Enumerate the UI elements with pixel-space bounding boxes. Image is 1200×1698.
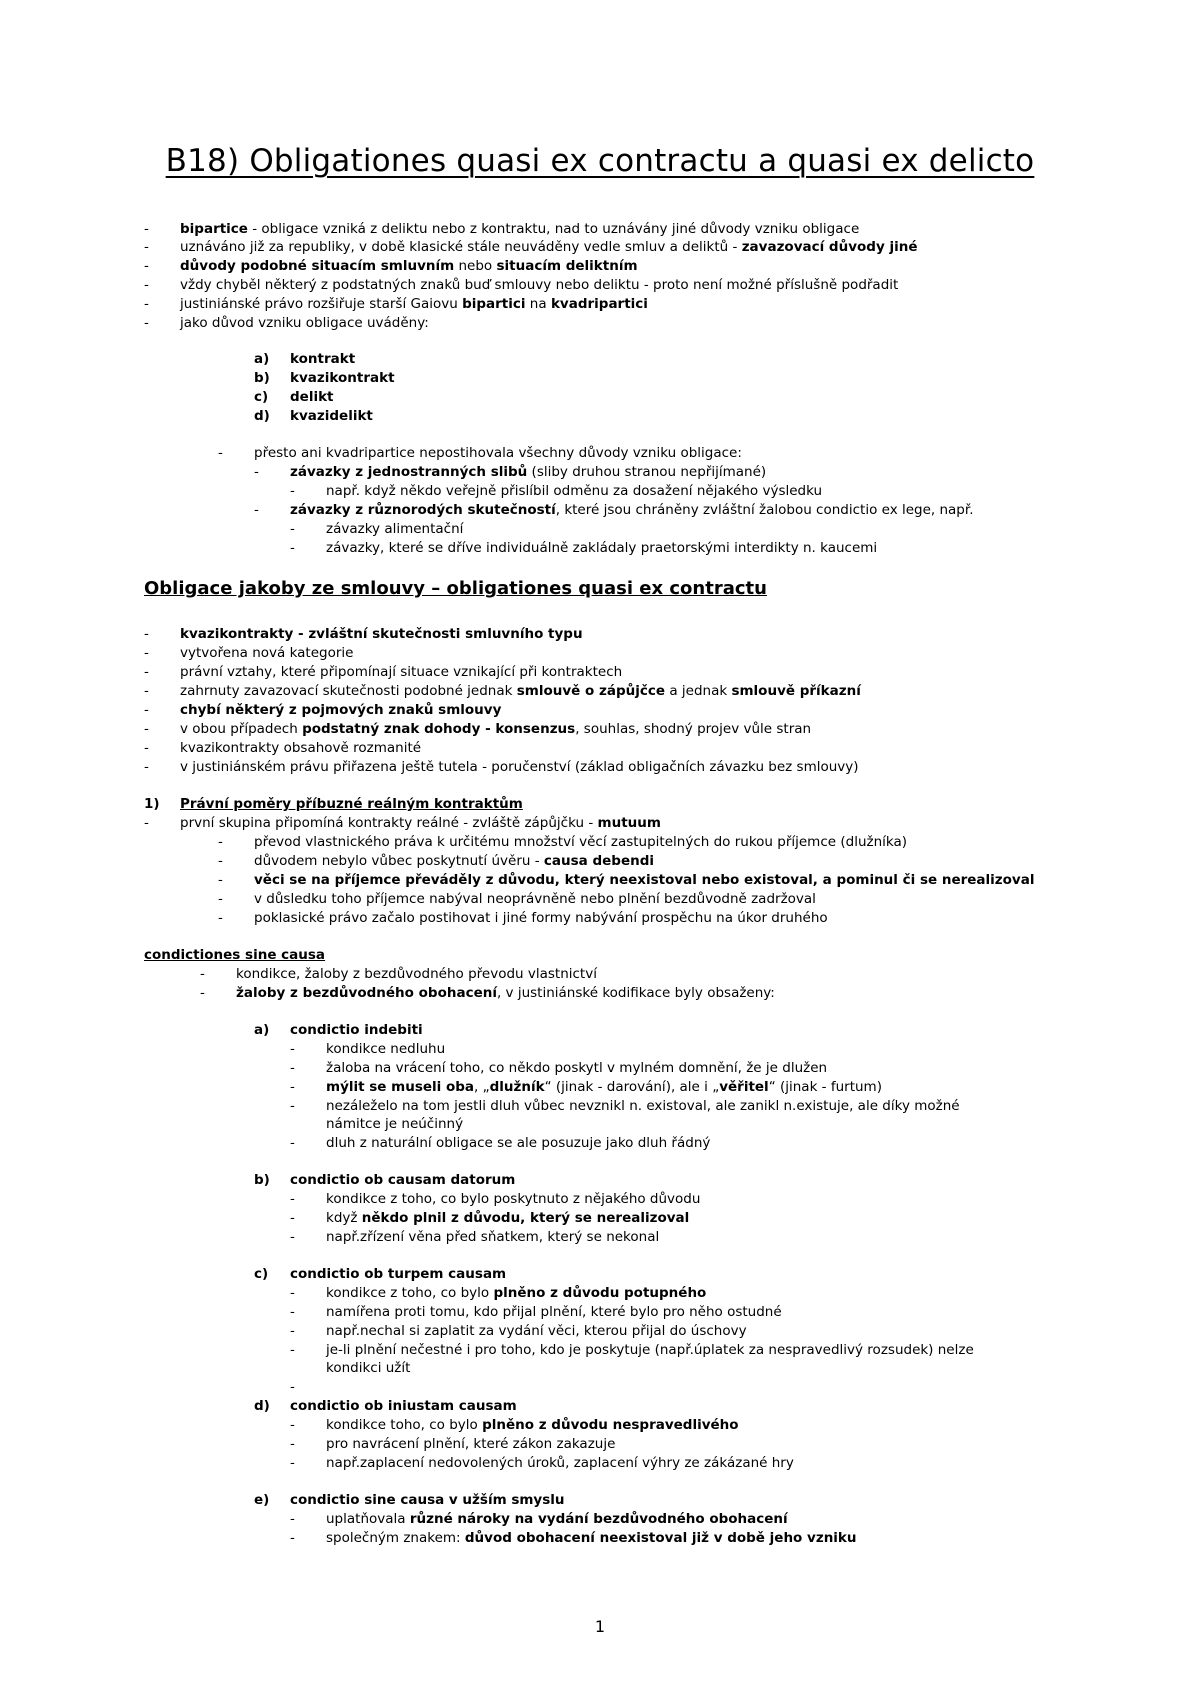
- text-segment: justiniánské právo rozšiřuje starší Gaiovu: [180, 296, 463, 312]
- line-text: [290, 463, 766, 481]
- line-text: [254, 833, 907, 851]
- line-text: [180, 739, 421, 757]
- bullet-dash: -: [290, 1191, 295, 1207]
- line-text: [326, 1078, 882, 1096]
- bullet-dash: -: [144, 296, 149, 312]
- line-text: [180, 644, 353, 662]
- line-text: [254, 871, 1034, 889]
- bullet-dash: -: [144, 664, 149, 680]
- line-text: [326, 1097, 960, 1115]
- text-segment: kondikce, žaloby z bezdůvodného převodu vlastnictví: [236, 966, 597, 982]
- bullet-dash: -: [290, 1079, 295, 1095]
- bold-text: situacím deliktním: [496, 258, 638, 274]
- text-segment: nebo: [454, 258, 497, 274]
- text-segment: kondikci užít: [326, 1360, 411, 1376]
- line-text: [326, 1529, 857, 1547]
- line-text: [326, 1435, 615, 1453]
- text-segment: např.zřízení věna před sňatkem, který se nekonal: [326, 1229, 660, 1245]
- line-text: [144, 946, 325, 964]
- list-number: a): [254, 1022, 270, 1038]
- bullet-dash: -: [290, 483, 295, 499]
- bullet-dash: -: [290, 1135, 295, 1151]
- line-text: [326, 1303, 782, 1321]
- bold-text: podstatný znak dohody - konsenzus: [302, 721, 576, 737]
- bullet-dash: -: [290, 521, 295, 537]
- line-text: [326, 1416, 739, 1434]
- section-heading: Obligace jakoby ze smlouvy – obligationes quasi ex contractu: [144, 578, 767, 599]
- line-text: [290, 1021, 423, 1039]
- bullet-dash: -: [144, 239, 149, 255]
- bullet-dash: -: [218, 891, 223, 907]
- text-segment: v důsledku toho příjemce nabýval neoprávněně nebo plnění bezdůvodně zadržoval: [254, 891, 816, 907]
- line-text: [326, 1510, 788, 1528]
- text-segment: kondikce z toho, co bylo: [326, 1285, 494, 1301]
- line-text: [180, 682, 861, 700]
- line-text: [290, 1397, 517, 1415]
- line-text: [254, 852, 654, 870]
- text-segment: nezáleželo na tom jestli dluh vůbec nevznikl n. existoval, ale zanikl n.existuje, ale díky možné: [326, 1098, 960, 1114]
- line-text: [326, 1359, 410, 1377]
- text-segment: vždy chyběl některý z podstatných znaků buď smlouvy nebo deliktu - proto není možné příslušně podřadit: [180, 277, 899, 293]
- line-text: [290, 1171, 515, 1189]
- bullet-dash: -: [290, 540, 295, 556]
- list-number: b): [254, 370, 270, 386]
- text-segment: kvazikontrakty obsahově rozmanité: [180, 740, 422, 756]
- bold-text: kvazidelikt: [290, 408, 373, 424]
- text-segment: vytvořena nová kategorie: [180, 645, 354, 661]
- bold-text: smlouvě o zápůjčce: [516, 683, 666, 699]
- bold-text: condictio indebiti: [290, 1022, 423, 1038]
- text-segment: jako důvod vzniku obligace uváděny:: [180, 315, 429, 331]
- line-text: [290, 407, 373, 425]
- bullet-dash: -: [144, 683, 149, 699]
- text-segment: - obligace vzniká z deliktu nebo z kontraktu, nad to uznávány jiné důvody vzniku obligace: [247, 221, 860, 237]
- bold-text: condictio ob turpem causam: [290, 1266, 507, 1282]
- text-segment: dluh z naturální obligace se ale posuzuje jako dluh řádný: [326, 1135, 711, 1151]
- list-number: 1): [144, 796, 160, 812]
- text-segment: “ (jinak - darování), ale i „: [544, 1079, 720, 1095]
- line-text: [326, 520, 463, 538]
- text-segment: je-li plnění nečestné i pro toho, kdo je poskytuje (např.úplatek za nespravedlivý rozsudek) nelze: [326, 1342, 974, 1358]
- bold-text: mýlit se museli oba: [326, 1079, 475, 1095]
- text-segment: poklasické právo začalo postihovat i jiné formy nabývání prospěchu na úkor druhého: [254, 910, 828, 926]
- line-text: [326, 482, 822, 500]
- line-text: [254, 890, 816, 908]
- text-segment: např. když někdo veřejně přislíbil odměnu za dosažení nějakého výsledku: [326, 483, 823, 499]
- line-text: [180, 758, 859, 776]
- bullet-dash: -: [290, 1098, 295, 1114]
- text-segment: , v justiniánské kodifikace byly obsaženy:: [496, 985, 775, 1001]
- text-segment: uznáváno již za republiky, v době klasické stále neuváděny vedle smluv a deliktů -: [180, 239, 742, 255]
- text-segment: právní vztahy, které připomínají situace vznikající při kontraktech: [180, 664, 623, 680]
- text-segment: v justiniánském právu přiřazena ještě tutela - poručenství (základ obligačních závazku bez smlouvy): [180, 759, 859, 775]
- bold-text: mutuum: [597, 815, 661, 831]
- bullet-dash: -: [290, 1210, 295, 1226]
- bold-text: závazky z jednostranných slibů: [290, 464, 528, 480]
- bullet-dash: -: [144, 258, 149, 274]
- line-text: [290, 1491, 565, 1509]
- bullet-dash: -: [290, 1417, 295, 1433]
- bullet-dash: -: [290, 1342, 295, 1358]
- bold-text: zavazovací důvody jiné: [741, 239, 918, 255]
- line-text: [326, 1134, 710, 1152]
- line-text: [180, 257, 638, 275]
- line-text: [326, 1341, 974, 1359]
- list-number: d): [254, 1398, 270, 1414]
- bold-text: různé nároky na vydání bezdůvodného obohacení: [409, 1511, 788, 1527]
- line-text: [180, 663, 622, 681]
- text-segment: uplatňovala: [326, 1511, 410, 1527]
- text-segment: kondikce z toho, co bylo poskytnuto z nějakého důvodu: [326, 1191, 701, 1207]
- bold-text: condictio sine causa v užším smyslu: [290, 1492, 565, 1508]
- list-number: d): [254, 408, 270, 424]
- text-segment: namířena proti tomu, kdo přijal plnění, které bylo pro něho ostudné: [326, 1304, 782, 1320]
- bold-text: condictiones sine causa: [144, 947, 326, 963]
- line-text: [180, 295, 648, 313]
- text-segment: např.zaplacení nedovolených úroků, zaplacení výhry ze zákázané hry: [326, 1455, 794, 1471]
- text-segment: kondikce nedluhu: [326, 1041, 446, 1057]
- bullet-dash: -: [144, 702, 149, 718]
- bold-text: kontrakt: [290, 351, 356, 367]
- bold-text: věřitel: [719, 1079, 769, 1095]
- bullet-dash: -: [290, 1455, 295, 1471]
- bold-text: causa debendi: [543, 853, 654, 869]
- bullet-dash: -: [290, 1304, 295, 1320]
- document-title: B18) Obligationes quasi ex contractu a quasi ex delicto: [165, 143, 1035, 179]
- bold-text: bipartice: [180, 221, 248, 237]
- text-segment: závazky, které se dříve individuálně zakládaly praetorskými interdikty n. kaucemi: [326, 540, 878, 556]
- line-text: [290, 369, 395, 387]
- bold-text: kvadripartici: [550, 296, 648, 312]
- bullet-dash: -: [144, 277, 149, 293]
- bullet-dash: -: [290, 1379, 295, 1395]
- text-segment: na: [525, 296, 551, 312]
- list-number: a): [254, 351, 270, 367]
- text-segment: když: [326, 1210, 362, 1226]
- bold-text: důvod obohacení neexistoval již v době jeho vzniku: [464, 1530, 857, 1546]
- bullet-dash: -: [290, 1511, 295, 1527]
- bullet-dash: -: [290, 1530, 295, 1546]
- line-text: [326, 1454, 794, 1472]
- bullet-dash: -: [254, 502, 259, 518]
- bullet-dash: -: [218, 872, 223, 888]
- bold-text: plněno z důvodu nespravedlivého: [482, 1417, 739, 1433]
- line-text: [290, 501, 973, 519]
- bullet-dash: -: [144, 721, 149, 737]
- bold-text: condictio ob iniustam causam: [290, 1398, 517, 1414]
- line-text: [180, 238, 917, 256]
- line-text: [254, 444, 742, 462]
- bullet-dash: -: [144, 645, 149, 661]
- line-text: [180, 795, 523, 813]
- text-segment: , „: [474, 1079, 490, 1095]
- bullet-dash: -: [218, 834, 223, 850]
- bold-text: někdo plnil z důvodu, který se nerealizoval: [361, 1210, 690, 1226]
- text-segment: a jednak: [665, 683, 732, 699]
- bullet-dash: -: [144, 740, 149, 756]
- line-text: [326, 1209, 689, 1227]
- bullet-dash: -: [218, 445, 223, 461]
- bullet-dash: -: [290, 1229, 295, 1245]
- list-number: e): [254, 1492, 270, 1508]
- text-segment: námitce je neúčinný: [326, 1116, 464, 1132]
- bold-text: věci se na příjemce převáděly z důvodu, který neexistoval nebo existoval, a pominul či se nerealizoval: [254, 872, 1035, 888]
- text-segment: “ (jinak - furtum): [768, 1079, 882, 1095]
- line-text: [290, 350, 355, 368]
- bold-text: žaloby z bezdůvodného obohacení: [236, 985, 497, 1001]
- text-segment: důvodem nebylo vůbec poskytnutí úvěru -: [254, 853, 544, 869]
- line-text: [326, 1040, 445, 1058]
- line-text: [180, 701, 501, 719]
- line-text: [326, 1322, 747, 1340]
- line-text: [180, 814, 661, 832]
- line-text: [180, 625, 583, 643]
- bullet-dash: -: [144, 626, 149, 642]
- line-text: [180, 720, 811, 738]
- list-number: b): [254, 1172, 270, 1188]
- bullet-dash: -: [144, 815, 149, 831]
- bullet-dash: -: [144, 315, 149, 331]
- bullet-dash: -: [290, 1041, 295, 1057]
- bullet-dash: -: [290, 1060, 295, 1076]
- text-segment: (sliby druhou stranou nepřijímané): [527, 464, 767, 480]
- line-text: [290, 1265, 506, 1283]
- text-segment: první skupina připomíná kontrakty reálné - zvláště zápůjčku -: [180, 815, 598, 831]
- bold-text: důvody podobné situacím smluvním: [180, 258, 455, 274]
- line-text: [180, 220, 859, 238]
- bullet-dash: -: [290, 1436, 295, 1452]
- bold-text: chybí některý z pojmových znaků smlouvy: [180, 702, 502, 718]
- line-text: [254, 909, 828, 927]
- bold-text: plněno z důvodu potupného: [493, 1285, 707, 1301]
- bullet-dash: -: [144, 759, 149, 775]
- line-text: [326, 1228, 659, 1246]
- line-text: [180, 314, 429, 332]
- bullet-dash: -: [200, 985, 205, 1001]
- text-segment: pro navrácení plnění, které zákon zakazuje: [326, 1436, 616, 1452]
- bullet-dash: -: [254, 464, 259, 480]
- line-text: [326, 1115, 463, 1133]
- bullet-dash: -: [200, 966, 205, 982]
- bold-text: dlužník: [489, 1079, 545, 1095]
- text-segment: přesto ani kvadripartice nepostihovala všechny důvody vzniku obligace:: [254, 445, 742, 461]
- bullet-dash: -: [218, 853, 223, 869]
- bold-text: bipartici: [462, 296, 526, 312]
- line-text: [326, 539, 877, 557]
- bold-text: condictio ob causam datorum: [290, 1172, 516, 1188]
- bold-text: delikt: [290, 389, 334, 405]
- line-text: [326, 1190, 700, 1208]
- bullet-dash: -: [290, 1323, 295, 1339]
- text-segment: např.nechal si zaplatit za vydání věci, kterou přijal do úschovy: [326, 1323, 747, 1339]
- bold-text: závazky z různorodých skutečností: [290, 502, 556, 518]
- bold-text: Právní poměry příbuzné reálným kontraktům: [180, 796, 523, 812]
- text-segment: žaloba na vrácení toho, co někdo poskytl v mylném domnění, že je dlužen: [326, 1060, 828, 1076]
- bold-text: smlouvě příkazní: [731, 683, 861, 699]
- bullet-dash: -: [290, 1285, 295, 1301]
- line-text: [290, 388, 334, 406]
- page-number: 1: [594, 1617, 606, 1636]
- line-text: [326, 1284, 706, 1302]
- text-segment: , souhlas, shodný projev vůle stran: [575, 721, 812, 737]
- line-text: [236, 965, 597, 983]
- line-text: [236, 984, 775, 1002]
- bullet-dash: -: [218, 910, 223, 926]
- line-text: [326, 1059, 827, 1077]
- text-segment: v obou případech: [180, 721, 303, 737]
- text-segment: převod vlastnického práva k určitému množství věcí zastupitelných do rukou příjemce (dlužníka): [254, 834, 908, 850]
- bold-text: kvazikontrakty - zvláštní skutečnosti smluvního typu: [180, 626, 583, 642]
- text-segment: závazky alimentační: [326, 521, 464, 537]
- bullet-dash: -: [144, 221, 149, 237]
- text-segment: společným znakem:: [326, 1530, 465, 1546]
- line-text: [180, 276, 898, 294]
- list-number: c): [254, 1266, 269, 1282]
- text-segment: , které jsou chráněny zvláštní žalobou condictio ex lege, např.: [555, 502, 974, 518]
- text-segment: kondikce toho, co bylo: [326, 1417, 483, 1433]
- list-number: c): [254, 389, 269, 405]
- bold-text: kvazikontrakt: [290, 370, 395, 386]
- text-segment: zahrnuty zavazovací skutečnosti podobné jednak: [180, 683, 517, 699]
